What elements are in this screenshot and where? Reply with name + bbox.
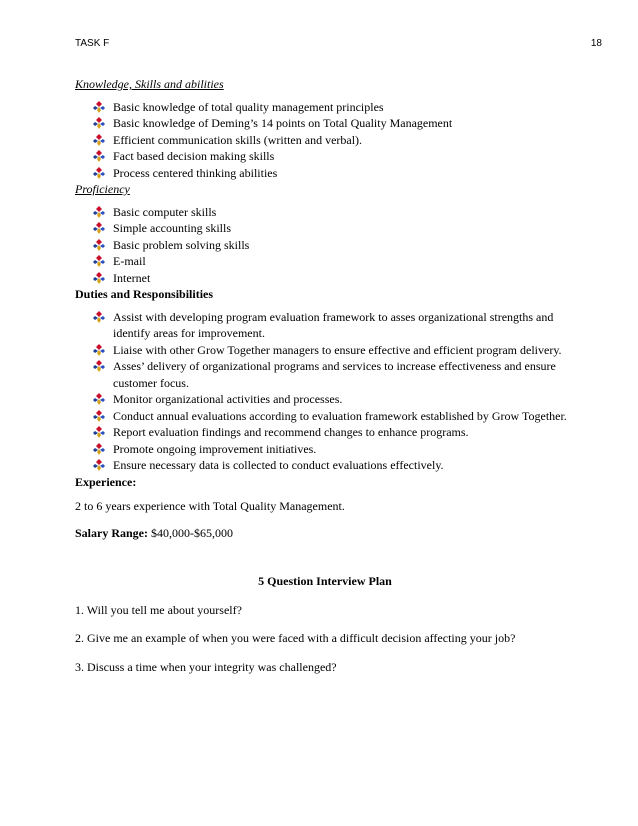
bullet-icon bbox=[93, 410, 105, 422]
interview-question: 3. Discuss a time when your integrity was challenged? bbox=[75, 659, 337, 674]
bullet-icon bbox=[93, 360, 105, 372]
list-item bbox=[113, 391, 575, 408]
bullet-icon bbox=[93, 239, 105, 251]
list-item-text: Asses’ delivery of organizational programs and services to increase effectiveness and ensure customer focus. bbox=[113, 359, 556, 390]
list-item bbox=[113, 424, 575, 441]
list-item bbox=[113, 165, 575, 182]
list-item bbox=[113, 253, 575, 270]
interview-question: 2. Give me an example of when you were faced with a difficult decision affecting your job? bbox=[75, 631, 516, 645]
bullet-icon bbox=[93, 443, 105, 455]
list-item-text: Conduct annual evaluations according to evaluation framework established by Grow Together. bbox=[113, 408, 567, 423]
bullet-icon bbox=[93, 344, 105, 356]
bullet-icon bbox=[93, 134, 105, 146]
list-item bbox=[113, 132, 575, 149]
list-item bbox=[113, 408, 575, 425]
list-item bbox=[113, 237, 575, 254]
list-item-text: Fact based decision making skills bbox=[113, 149, 275, 163]
salary-value: $40,000-$65,000 bbox=[148, 525, 233, 540]
list-item bbox=[113, 99, 575, 116]
list-item-text: Promote ongoing improvement initiatives. bbox=[113, 441, 317, 456]
bullet-icon bbox=[93, 167, 105, 179]
list-item bbox=[113, 270, 575, 287]
duties-heading: Duties and Responsibilities bbox=[75, 287, 214, 301]
list-item-text: Internet bbox=[113, 270, 151, 285]
interview-heading: 5 Question Interview Plan bbox=[258, 574, 392, 588]
list-item bbox=[113, 204, 575, 221]
duties-list bbox=[75, 309, 575, 474]
list-item-text: E-mail bbox=[113, 254, 146, 268]
salary-line bbox=[75, 525, 575, 542]
bullet-icon bbox=[93, 393, 105, 405]
bullet-icon bbox=[93, 426, 105, 438]
list-item-text: Ensure necessary data is collected to conduct evaluations effectively. bbox=[113, 458, 444, 472]
salary-label: Salary Range: bbox=[75, 525, 148, 540]
knowledge-heading: Knowledge, Skills and abilities bbox=[75, 77, 224, 91]
list-item bbox=[113, 115, 575, 132]
list-item-text: Liaise with other Grow Together managers to ensure effective and efficient program delivery. bbox=[113, 342, 562, 357]
list-item-text: Simple accounting skills bbox=[113, 221, 231, 235]
list-item bbox=[113, 342, 575, 359]
bullet-icon bbox=[93, 272, 105, 284]
list-item bbox=[113, 358, 575, 391]
list-item bbox=[113, 148, 575, 165]
bullet-icon bbox=[93, 311, 105, 323]
header-title: TASK F bbox=[75, 38, 110, 49]
list-item-text: Efficient communication skills (written and verbal). bbox=[113, 132, 363, 147]
list-item-text: Process centered thinking abilities bbox=[113, 165, 278, 180]
list-item bbox=[113, 441, 575, 458]
bullet-icon bbox=[93, 117, 105, 129]
document-body bbox=[75, 76, 575, 685]
bullet-icon bbox=[93, 255, 105, 267]
list-item bbox=[113, 457, 575, 474]
experience-text: 2 to 6 years experience with Total Quality Management. bbox=[75, 499, 345, 513]
list-item-text: Basic problem solving skills bbox=[113, 237, 250, 252]
list-item-text: Basic knowledge of Deming’s 14 points on Total Quality Management bbox=[113, 116, 453, 130]
list-item-text: Assist with developing program evaluation framework to asses organizational strengths and identify areas for improvement. bbox=[113, 309, 554, 340]
proficiency-list bbox=[75, 204, 575, 287]
proficiency-heading: Proficiency bbox=[75, 182, 130, 196]
list-item-text: Basic computer skills bbox=[113, 204, 217, 219]
interview-question: 1. Will you tell me about yourself? bbox=[75, 602, 242, 617]
list-item-text: Basic knowledge of total quality management principles bbox=[113, 99, 384, 114]
page-number: 18 bbox=[590, 38, 602, 49]
list-item bbox=[113, 220, 575, 237]
list-item-text: Monitor organizational activities and processes. bbox=[113, 392, 343, 406]
bullet-icon bbox=[93, 150, 105, 162]
bullet-icon bbox=[93, 206, 105, 218]
experience-heading: Experience: bbox=[75, 474, 137, 489]
bullet-icon bbox=[93, 459, 105, 471]
bullet-icon bbox=[93, 222, 105, 234]
knowledge-list bbox=[75, 99, 575, 182]
list-item bbox=[113, 309, 575, 342]
bullet-icon bbox=[93, 101, 105, 113]
list-item-text: Report evaluation findings and recommend changes to enhance programs. bbox=[113, 425, 469, 439]
